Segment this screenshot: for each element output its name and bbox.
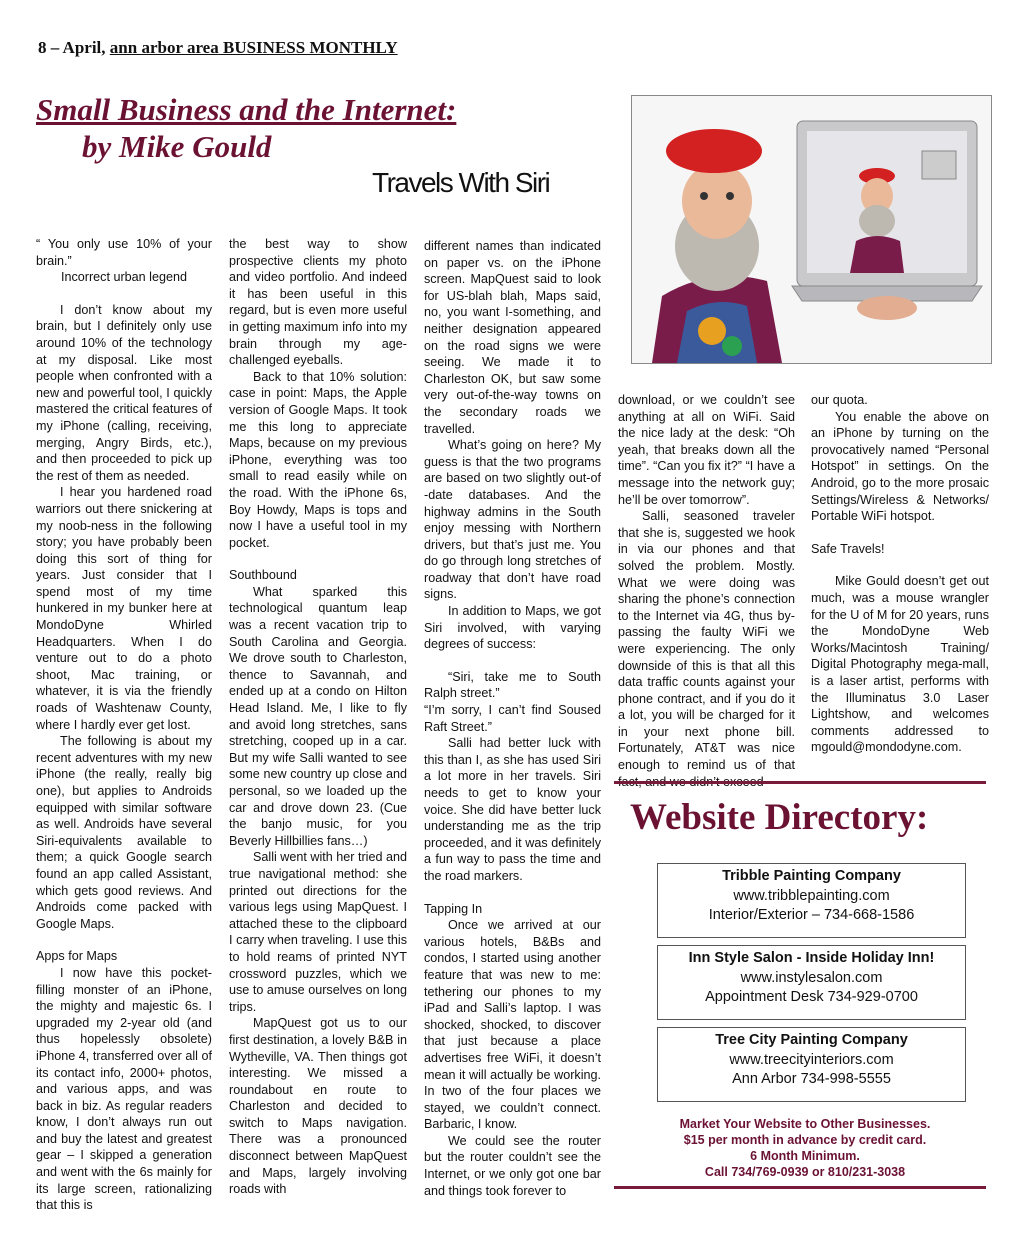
paragraph: Incorrect urban legend [60,270,188,285]
paragraph: What sparked this technological quantum leap was a recent vacation trip to South Carolina and Georgia. We drove south to Charleston, thence to Savannah, and ended up at a condo on Hilton Head Island. Me, I like to fly and avoid long stretches, sans stretching, cooped up in a car. But my wife Salli wanted to see some new country up close and personal, so we loaded up the car and drove down 23. (Cue the banjo music, for you Beverly Hillbillies fans…) [229,584,407,848]
article-column-3 [424,238,601,1199]
listing-detail: Appointment Desk 734-929-0700 [705,989,918,1005]
publication-name [110,38,398,57]
paragraph: Salli had better luck with this than I, as she has used Siri a lot more in her travels. Siri needs to get to know your voice. She did have better luck understanding me as the trip proceeded, and it was definitely a fun way to pass the time and the road markers. [424,736,601,883]
paragraph: the best way to show prospective clients my photo and video portfolio. And indeed it has been useful in this regard, but is even more useful in getting maximum info into my brain through my age-challenged eyeballs. [229,237,407,368]
article-column-2 [229,236,407,1198]
paragraph: The following is about my recent adventures with my new iPhone (the really, really big one), but applies to Androids equipped with similar software as well. Androids have several Siri-equivalents available to them; a quick Google search found an app called Assistant, which gets good reviews. And Androids come packed with Google Maps. [36,734,212,931]
publication-prefix: ann arbor area [109,38,219,57]
paragraph: our quota. [811,393,868,407]
publication-section: BUSINESS MONTHLY [222,38,398,57]
paragraph: Mike Gould doesn’t get out much, was a mouse wrangler for the U of M for 20 years, runs the MondoDyne Web Works/Macintosh Training/ Digital Photography mega-mall, is a laser artist, performs with the Illuminatus 3.0 Laser Lightshow, and welcomes comments addressed to mgould@mondodyne.com. [811,574,989,755]
listing-name: Tribble Painting Company [722,868,901,884]
listing-detail: Ann Arbor 734-998-5555 [732,1071,891,1087]
section-heading: Apps for Maps [36,949,118,964]
promo-line: 6 Month Minimum. [750,1149,860,1163]
paragraph: We could see the router but the router couldn’t see the Internet, or we only got one bar and things took forever to [424,1133,601,1198]
article-subtitle: Travels With Siri [372,167,550,198]
paragraph: Back to that 10% solution: case in point: Maps, the Apple version of Google Maps. It took me this long to appreciate Maps, because on my previous iPhone, everything was too small to read easily while on the road. With the iPhone 6s, Boy Howdy, Maps is tops and now I have a useful tool in my pocket. [229,369,407,550]
directory-promo [646,1116,964,1180]
promo-line: Market Your Website to Other Businesses. [679,1117,931,1131]
directory-title: Website Directory: [630,797,929,838]
paragraph: I don’t know about my brain, but I definitely only use around 10% of the technology at my disposal. Like most people when confronted with a new and powerful tool, I quickly mastered the critical features of my iPhone (calling, receiving, merging, Angry Birds, etc.), and then proceeded to pick up the rest of them as needed. [36,302,212,483]
listing-name: Inn Style Salon - Inside Holiday Inn! [688,950,935,966]
paragraph: I hear you hardened road warriors out there snickering at my noob-ness in the following story; you have probably been doing this sort of thing for years. Just consider that I spend most of my time hunkered in my bunker here at MondoDyne Whirled Headquarters. When I do venture out to do a photo shoot, Mac training, or whatever, it is via the friendly roads of Washtenaw County, where I hardly ever get lost. [36,485,212,732]
directory-rule-bottom [614,1186,986,1189]
section-heading: Tapping In [424,901,483,916]
paragraph: Salli, seasoned traveler that she is, suggested we hook in via our phones and that solved the problem. Mostly. What we were doing was sharing the phone’s connection to the Internet via 4G, thus by-passing the faulty WiFi we were experiencing. The only downside of this is that all this data traffic counts against your phone contract, and if you do it a lot, you will be charged for it in your next phone bill. Fortunately, AT&T was nice enough to remind us of that [618,509,795,773]
promo-line: $15 per month in advance by credit card. [683,1133,927,1147]
paragraph: Safe Travels! [811,541,885,556]
paragraph: download, or we couldn’t see anything at all on WiFi. Said the nice lady at the desk: “Oh yeah, that breaks down all the time”. “Can you fix it?” “I have a message into the network guy; he’ll be over tomorrow”. [618,393,795,507]
listing-url[interactable]: www.treecityinteriors.com [729,1051,894,1068]
listing-detail: Interior/Exterior – 734-668-1586 [708,907,915,923]
directory-rule-top [614,781,986,784]
paragraph: I now have this pocket-filling monster of an iPhone, the mighty and majestic 6s. I upgraded my 2-year old (and thus hopelessly obsolete) iPhone 4, transferred over all of its contact info, 2000+ photos, and various apps, and was back in biz. As regular readers know, I don’t always run out and buy the latest and greatest gear – I skipped a generation and went with the 6s mainly for its large screen, rationalizing that this is [36,965,212,1213]
listing-name: Tree City Painting Company [715,1032,908,1048]
paragraph: “ You only use 10% of your brain.” [36,237,212,268]
article-title: Small Business and the Internet: [36,92,457,127]
paragraph: You enable the above on an iPhone by turning on the provocatively named “Personal Hotspot” in settings. On the Android, go to the more prosaic Settings/Wireless & Networks/ Portable WiFi hotspot. [811,409,989,524]
paragraph: What’s going on here? My guess is that the two programs are based on two slightly out-of -date databases. And the highway admins in the South enjoy messing with Northern drivers, but that’s just me. You do go through long stretches of roadway that don’t have road signs. [424,438,601,602]
author-illustration [632,96,991,363]
promo-phone: Call 734/769-0939 or 810/231-3038 [704,1165,906,1179]
page-date: 8 – April, [38,38,106,57]
article-column-1 [36,236,212,1214]
directory-listing [657,863,966,938]
section-heading: Southbound [229,568,297,583]
article-column-4 [618,392,795,790]
paragraph: different names than indicated on paper vs. on the iPhone screen. MapQuest said to look for US-blah blah, Maps said, no, you want I-something, and neither designation appeared on the road signs we were seeing. We made it to Charleston OK, but saw some very out-of-the-way towns on the secondary roads we travelled. [424,239,601,436]
paragraph: In addition to Maps, we got Siri involved, with varying degrees of success: [424,604,601,652]
listing-url[interactable]: www.instylesalon.com [740,969,883,986]
paragraph: Once we arrived at our various hotels, B&Bs and condos, I started using another feature that was new to me: tethering our phones to my iPad and Salli’s laptop. I was shocked, shocked, to discover that just because a place advertises free WiFi, it doesn’t mean it will actually be working. In two of the four places we stayed, we couldn’t connect. Barbaric, I know. [424,918,601,1132]
paragraph: MapQuest got us to our first destination, a lovely B&B in Wytheville, VA. Then things got interesting. We missed a roundabout en route to Charleston and decided to switch to Maps navigation. There was a pronounced disconnect between MapQuest and Maps, largely involving roads with [229,1016,407,1197]
author-photo [631,95,992,364]
directory-listing [657,945,966,1020]
paragraph: “I’m sorry, I can’t find Soused Raft Street.” [424,703,601,734]
paragraph: Salli went with her tried and true navigational method: she printed out directions for the various legs using MapQuest. I attached these to the clipboard I carry when traveling. I use this to hold reams of printed NYT crossword puzzles, which we use to amuse ourselves on long trips. [229,850,408,1014]
listing-url[interactable]: www.tribblepainting.com [733,887,890,904]
page-header [38,38,398,58]
article-column-5 [811,392,989,756]
article-byline: by Mike Gould [82,129,272,164]
paragraph: “Siri, take me to South Ralph street.” [424,669,601,701]
directory-listing [657,1027,966,1102]
